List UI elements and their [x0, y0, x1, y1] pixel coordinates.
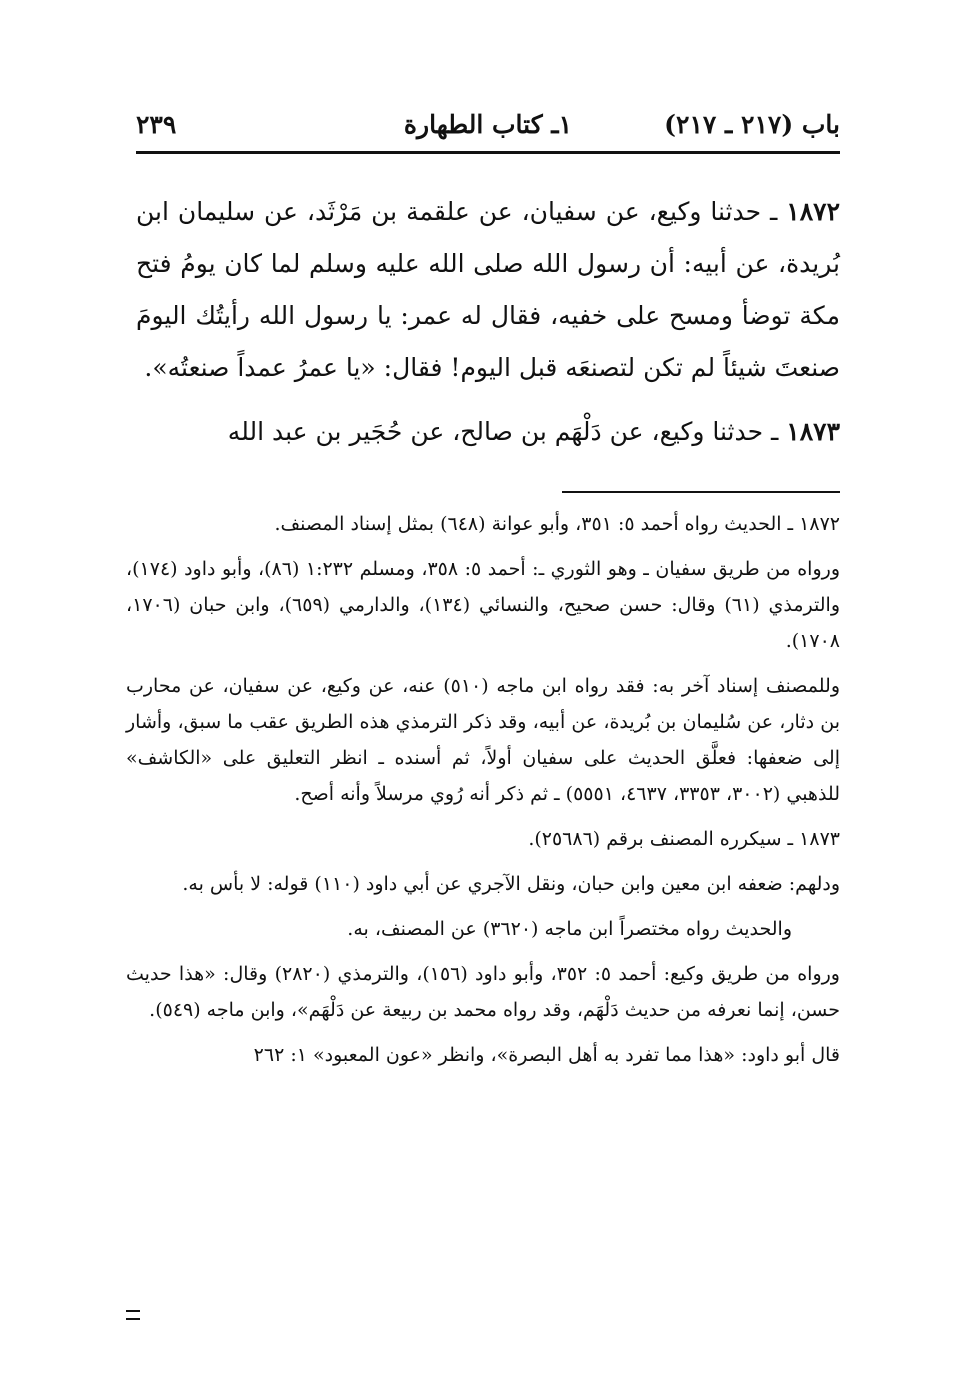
hadith-number: ١٨٧٣	[786, 417, 840, 446]
main-text	[136, 186, 840, 458]
footnote-paragraph: ١٨٧٣ ـ سيكرره المصنف برقم (٢٥٦٨٦).	[528, 828, 840, 850]
hadith-text: ـ حدثنا وكيع، عن سفيان، عن علقمة بن مَرْثَد، عن سليمان ابن بُريدة، عن أبيه: أن رسول الله صلى الله عليه وسلم لما كان يومُ فتح مكة توضأ ومسح على خفيه، فقال له عمر: يا رسول الله رأيتُك اليومَ صنعتَ شيئاً لم تكن لتصنعَه قبل اليوم! فقال: «يا عمرُ عمداً صنعتُه».	[136, 197, 840, 382]
footnote-paragraph: ورواه من طريق وكيع: أحمد ٥: ٣٥٢، وأبو داود (١٥٦)، والترمذي (٢٨٢٠) وقال: «هذا حديث حسن، إنما نعرفه من حديث دَلْهَم، وقد رواه محمد بن ربيعة عن دَلْهَم»، وابن ماجه (٥٤٩).	[126, 963, 840, 1021]
footnote-paragraph: وللمصنف إسناد آخر به: فقد رواه ابن ماجه (٥١٠) عنه، عن وكيع، عن سفيان، عن محارب بن دثار، عن سُليمان بن بُريدة، عن أبيه، وقد ذكر الترمذي هذه الطريق عقب ما سبق، وأشار إلى ضعفها: فعلَّق الحديث على سفيان أولاً، ثم أسنده ـ انظر التعليق على «الكاشف» للذهبي (٣٠٠٢، ٣٣٥٣، ٤٦٣٧، ٥٥٥١) ـ ثم ذكر أنه رُوي مرسلاً وأنه أصح.	[126, 675, 840, 805]
footnote-paragraph: ١٨٧٢ ـ الحديث رواه أحمد ٥: ٣٥١، وأبو عوانة (٦٤٨) بمثل إسناد المصنف.	[274, 513, 840, 535]
footnote-paragraph: قال أبو داود: «هذا مما تفرد به أهل البصرة»، وانظر «عون المعبود» ١: ٢٦٢	[253, 1044, 840, 1066]
book-title: ١ـ كتاب الطهارة	[403, 110, 573, 139]
footnote-paragraph: ودلهم: ضعفه ابن معين وابن حبان، ونقل الآجري عن أبي داود (١١٠) قوله: لا بأس به.	[182, 873, 840, 895]
hadith-number: ١٨٧٢	[786, 197, 840, 226]
hadith-text: ـ حدثنا وكيع، عن دَلْهَم بن صالح، عن حُجَير بن عبد الله	[227, 417, 787, 446]
hadith-1872	[136, 186, 840, 394]
footnotes	[126, 506, 840, 1082]
page-header	[136, 104, 840, 150]
chapter-heading: باب (٢١٧ ـ ٢١٧)	[664, 110, 840, 139]
header-rule	[136, 151, 840, 154]
hadith-1873	[136, 406, 840, 458]
footnote-paragraph: ورواه من طريق سفيان ـ وهو الثوري ـ: أحمد ٥: ٣٥٨، ومسلم ١:٢٣٢ (٨٦)، وأبو داود (١٧٤)، والترمذي (٦١) وقال: حسن صحيح، والنسائي (١٣٤)، والدارمي (٦٥٩)، وابن حبان (١٧٠٦، ١٧٠٨).	[126, 558, 840, 652]
footnote-paragraph: والحديث رواه مختصراً ابن ماجه (٣٦٢٠) عن المصنف، به.	[347, 918, 792, 940]
continuation-mark	[126, 1310, 140, 1320]
footnote-separator	[562, 491, 840, 493]
page-number: ٢٣٩	[136, 110, 177, 139]
